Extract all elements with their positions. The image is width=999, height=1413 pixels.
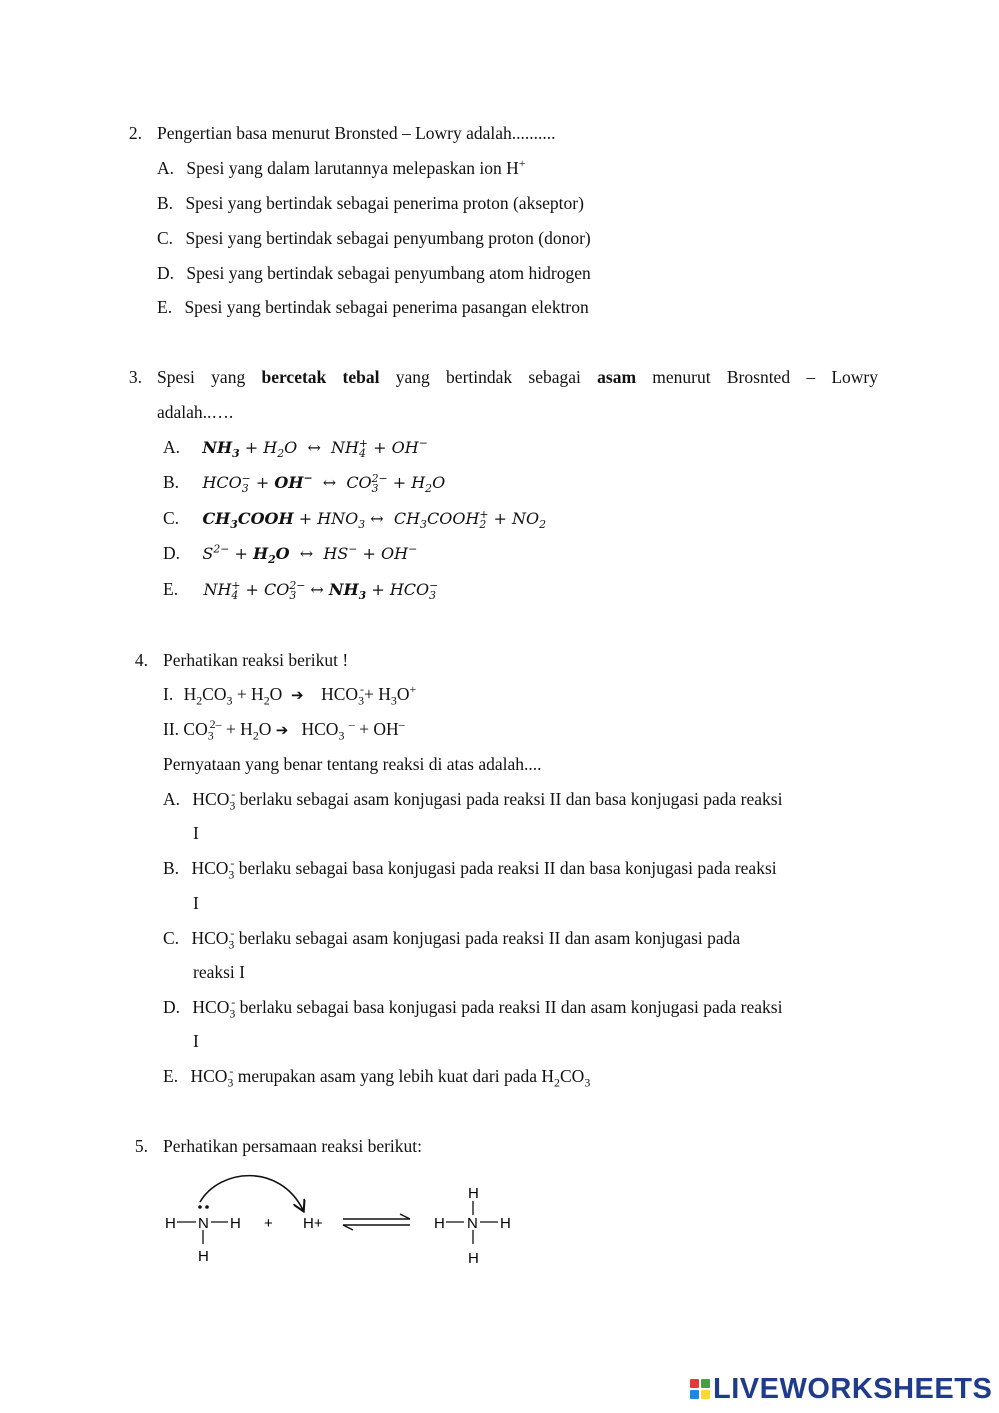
formula: $HCO_3^-$ (191, 926, 235, 952)
plus-sign: + (264, 1215, 273, 1232)
formula: $HCO_3^-$ (192, 995, 236, 1021)
option-text: Spesi yang bertindak sebagai penyumbang atom hidrogen (186, 263, 591, 283)
option-letter: C. (163, 928, 180, 948)
q2-option-e[interactable] (157, 297, 589, 318)
q2-option-b[interactable] (157, 193, 584, 214)
ammonia-protonation-diagram (160, 1168, 540, 1278)
atom-h: H (165, 1215, 176, 1232)
lone-pair-dot (205, 1205, 209, 1209)
q4-reaction-2 (163, 717, 405, 743)
option-text: berlaku sebagai asam konjugasi pada reaksi II dan basa konjugasi pada reaksi (239, 789, 783, 809)
atom-h: H (500, 1215, 511, 1232)
option-text: berlaku sebagai basa konjugasi pada reaksi II dan basa konjugasi pada reaksi (238, 858, 777, 878)
option-letter: E. (157, 297, 173, 317)
option-letter: B. (163, 472, 180, 492)
option-letter: D. (157, 263, 175, 283)
q5-number: 5. (134, 1136, 148, 1156)
atom-h: H (434, 1215, 445, 1232)
reaction-label: II. (163, 719, 180, 739)
option-text: berlaku sebagai basa konjugasi pada reaksi II dan asam konjugasi pada reaksi (239, 997, 783, 1017)
option-text: Spesi yang bertindak sebagai penerima proton (akseptor) (185, 193, 584, 213)
q3-stem-line2: adalah..…. (157, 402, 234, 422)
q4-question: Pernyataan yang benar tentang reaksi di atas adalah.... (163, 754, 542, 774)
q2-option-d[interactable] (157, 263, 591, 284)
q4-option-c-cont: reaksi I (193, 962, 245, 982)
option-letter: E. (163, 579, 179, 599)
q4-option-d[interactable] (163, 995, 783, 1021)
option-letter: E. (163, 1066, 179, 1086)
option-text: Spesi yang bertindak sebagai penerima pasangan elektron (184, 297, 589, 317)
q4-option-d-cont: I (193, 1031, 199, 1051)
q2-number: 2. (128, 123, 142, 143)
option-letter: D. (163, 543, 181, 563)
q3-stem-part: yang bertindak sebagai (395, 367, 581, 387)
option-letter: A. (157, 158, 175, 178)
equation: $S^{2-} + H_2O$ ↔ HS− + OH− (202, 542, 418, 567)
q3-stem-bold: asam (597, 367, 637, 387)
q3-stem-part: menurut Brosnted – Lowry (652, 367, 879, 387)
option-letter: D. (163, 997, 181, 1017)
equation: $CH_3COOH + HNO_3$ ↔ $CH_3COOH_2^+ + NO_2$ (202, 507, 547, 532)
q3-option-e[interactable] (163, 578, 439, 603)
logo-text: LIVEWORKSHEETS (713, 1372, 993, 1405)
option-letter: C. (157, 228, 174, 248)
atom-h: H (198, 1248, 209, 1265)
option-text: berlaku sebagai asam konjugasi pada reaksi II dan asam konjugasi pada (238, 928, 741, 948)
proton: H+ (303, 1215, 323, 1232)
q3-option-b[interactable] (163, 471, 446, 496)
formula: $HCO_3^-$ (191, 856, 235, 882)
equation: $NH_4^+ + CO_3^{2-}$ ↔ $NH_3 + HCO_3^-$ (203, 578, 439, 603)
q3-stem-part: Spesi yang (157, 367, 246, 387)
curved-arrow (200, 1176, 303, 1210)
q3-number: 3. (128, 367, 142, 387)
option-letter: A. (163, 437, 181, 457)
q4-option-c[interactable] (163, 926, 741, 952)
option-letter: A. (163, 789, 181, 809)
q3-option-a[interactable] (163, 436, 428, 461)
lone-pair-dot (198, 1205, 202, 1209)
reaction-equation: $CO_3^{2-} + H_2O$ ➔ $HCO_3$ – + OH– (183, 717, 405, 743)
q4-number: 4. (134, 650, 148, 670)
q3-stem-bold: bercetak tebal (261, 367, 380, 387)
atom-h: H (230, 1215, 241, 1232)
q4-option-e[interactable]: E. $HCO_3^-$ merupakan asam yang lebih kuat dari pada $H_2CO_3$ (163, 1064, 591, 1090)
atom-h: H (468, 1185, 479, 1202)
q4-stem: Perhatikan reaksi berikut ! (163, 650, 349, 670)
q4-reaction-1 (163, 682, 417, 708)
q3-option-d[interactable] (163, 542, 418, 567)
reaction-label: I. (163, 684, 174, 704)
option-sup: + (518, 156, 526, 171)
option-letter: B. (163, 858, 180, 878)
option-text: Spesi yang bertindak sebagai penyumbang proton (donor) (185, 228, 591, 248)
q3-stem (157, 367, 878, 388)
q4-option-b-cont: I (193, 893, 199, 913)
option-text: merupakan asam yang lebih kuat dari pada H (237, 1066, 555, 1086)
liveworksheets-logo[interactable] (690, 1373, 992, 1405)
q2-option-c[interactable] (157, 228, 591, 249)
equation: $NH_3 + H_2O$ ↔ $NH_4^+ + OH^-$ (202, 436, 428, 461)
arrow-right-icon: ➔ (291, 686, 304, 704)
formula: $HCO_3^-$ (190, 1064, 234, 1090)
q2-option-a[interactable] (157, 158, 526, 179)
q4-option-a[interactable] (163, 787, 783, 813)
equation: $HCO_3^- + OH^-$ ↔ $CO_3^{2-} + H_2O$ (202, 471, 446, 496)
arrow-right-icon: ➔ (275, 721, 289, 739)
q2-stem: Pengertian basa menurut Bronsted – Lowry adalah.......... (157, 123, 556, 143)
q5-stem: Perhatikan persamaan reaksi berikut: (163, 1136, 422, 1156)
option-text: Spesi yang dalam larutannya melepaskan ion H (186, 158, 519, 178)
q4-option-b[interactable] (163, 856, 777, 882)
option-letter: C. (163, 508, 180, 528)
q4-option-a-cont: I (193, 823, 199, 843)
logo-icon (690, 1379, 710, 1399)
formula: $HCO_3^-$ (192, 787, 236, 813)
atom-n: N (198, 1215, 209, 1232)
option-letter: B. (157, 193, 174, 213)
atom-n: N (467, 1215, 478, 1232)
q3-option-c[interactable] (163, 507, 547, 532)
atom-h: H (468, 1250, 479, 1267)
reaction-equation: $H_2CO_3 + H_2O$ ➔ $HCO_3^-+ H_3O^+$ (183, 682, 417, 708)
